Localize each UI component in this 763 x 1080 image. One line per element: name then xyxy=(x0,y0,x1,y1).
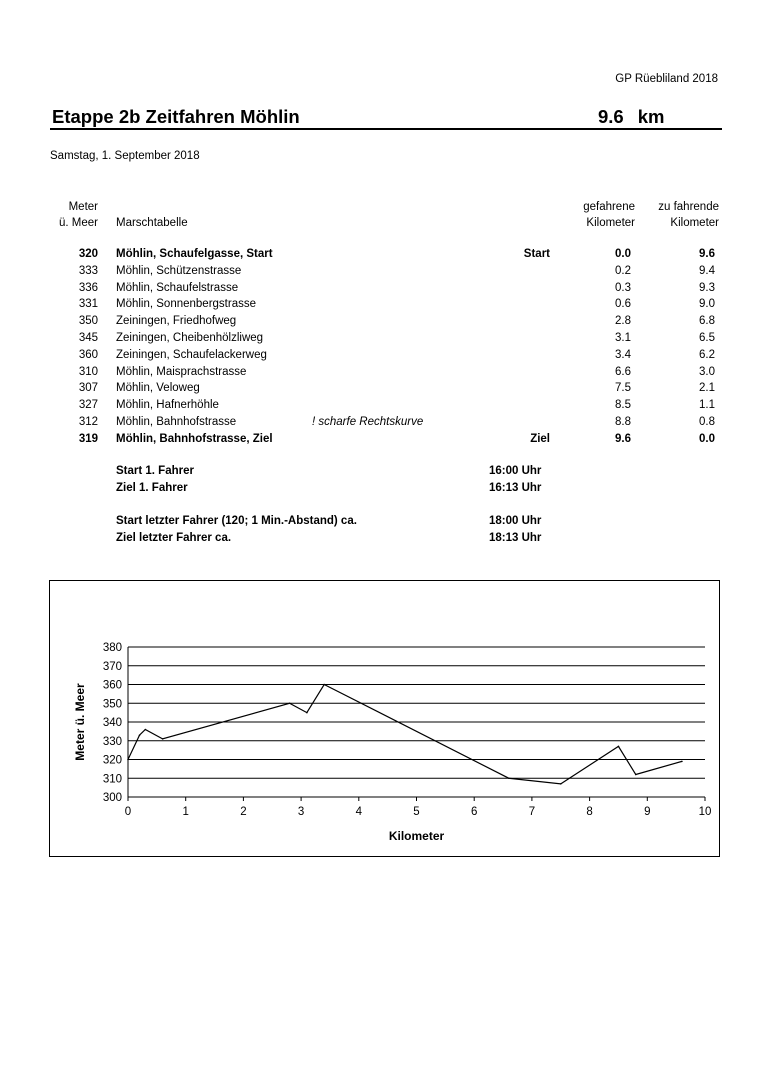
km-done-cell: 6.6 xyxy=(615,365,631,378)
note-cell: ! scharfe Rechtskurve xyxy=(312,416,424,428)
x-tick-label: 7 xyxy=(528,806,536,818)
x-tick-label: 8 xyxy=(586,806,593,818)
km-done-cell: 0.0 xyxy=(615,248,631,260)
km-done-cell: 3.4 xyxy=(615,348,631,361)
km-left-cell: 6.5 xyxy=(699,332,715,344)
elevation-point xyxy=(145,729,147,731)
x-tick-label: 10 xyxy=(698,806,712,818)
km-left-cell: 0.8 xyxy=(699,416,715,428)
km-done-cell: 9.6 xyxy=(615,432,631,445)
altitude-cell: 336 xyxy=(78,281,98,294)
elevation-point xyxy=(306,712,308,714)
elevation-point xyxy=(323,684,325,686)
location-cell: Möhlin, Sonnenbergstrasse xyxy=(116,298,256,311)
location-cell: Zeiningen, Friedhofweg xyxy=(116,315,237,328)
km-left-cell: 9.0 xyxy=(699,298,715,311)
schedule-time: 16:00 Uhr xyxy=(489,465,542,477)
km-done-cell: 8.8 xyxy=(615,416,631,428)
location-cell: Möhlin, Veloweg xyxy=(116,382,200,395)
km-left-cell: 9.3 xyxy=(699,281,715,294)
km-done-cell: 7.5 xyxy=(615,382,631,395)
altitude-cell: 312 xyxy=(78,416,98,428)
x-tick-label: 5 xyxy=(413,806,420,818)
series-name: GP Rüebliland 2018 xyxy=(615,73,718,85)
marker-cell: Ziel xyxy=(530,432,550,445)
y-axis-title: Meter ü. Meer xyxy=(73,683,87,761)
altitude-cell: 345 xyxy=(78,332,98,344)
y-tick-label: 370 xyxy=(102,660,122,673)
elevation-point xyxy=(127,759,129,761)
altitude-cell: 360 xyxy=(78,348,98,361)
schedule-time: 18:13 Uhr xyxy=(489,532,542,544)
km-done-cell: 0.6 xyxy=(615,298,631,311)
schedule-time: 16:13 Uhr xyxy=(489,482,542,494)
km-left-cell: 6.2 xyxy=(699,348,715,361)
location-cell: Möhlin, Schützenstrasse xyxy=(116,264,242,277)
km-done-cell: 0.2 xyxy=(615,264,631,277)
km-done-cell: 2.8 xyxy=(615,315,631,328)
y-tick-label: 340 xyxy=(102,717,122,729)
elevation-series-line xyxy=(128,685,682,784)
km-done-cell: 3.1 xyxy=(615,332,631,344)
km-left-cell: 1.1 xyxy=(699,399,715,412)
elevation-point xyxy=(681,761,683,763)
altitude-cell: 350 xyxy=(78,315,98,328)
schedule-label: Start letzter Fahrer (120; 1 Min.-Abstand) ca. xyxy=(116,515,357,527)
km-left-cell: 6.8 xyxy=(699,315,715,328)
header-altitude-line2: ü. Meer xyxy=(59,217,98,229)
marker-cell: Start xyxy=(523,248,550,260)
schedule-time: 18:00 Uhr xyxy=(489,515,542,527)
km-left-cell: 3.0 xyxy=(699,365,715,378)
header-route: Marschtabelle xyxy=(116,217,188,229)
y-tick-label: 360 xyxy=(102,679,122,692)
x-tick-label: 2 xyxy=(240,806,247,818)
altitude-cell: 333 xyxy=(78,264,98,277)
y-tick-label: 320 xyxy=(102,754,122,767)
location-cell: Möhlin, Schaufelstrasse xyxy=(116,281,239,294)
x-tick-label: 0 xyxy=(124,806,132,818)
distance-value: 9.6 xyxy=(598,106,624,127)
location-cell: Zeiningen, Cheibenhölzliweg xyxy=(116,332,264,344)
header-done-line1: gefahrene xyxy=(583,201,635,213)
altitude-cell: 320 xyxy=(78,248,98,260)
location-cell: Möhlin, Maisprachstrasse xyxy=(116,365,247,378)
km-done-cell: 0.3 xyxy=(615,281,631,294)
stage-title: Etappe 2b Zeitfahren Möhlin xyxy=(52,106,300,127)
header-done-line2: Kilometer xyxy=(586,217,635,229)
elevation-point xyxy=(162,738,164,740)
km-done-cell: 8.5 xyxy=(615,399,631,412)
altitude-cell: 331 xyxy=(78,298,98,311)
schedule-label: Ziel letzter Fahrer ca. xyxy=(116,532,232,544)
x-tick-label: 1 xyxy=(182,806,189,818)
y-tick-label: 310 xyxy=(102,773,122,786)
header-left-line2: Kilometer xyxy=(670,217,719,229)
elevation-point xyxy=(635,774,637,776)
location-cell: Zeiningen, Schaufelackerweg xyxy=(116,348,267,361)
elevation-point xyxy=(139,734,141,736)
y-tick-label: 330 xyxy=(102,735,122,748)
elevation-point xyxy=(508,777,510,779)
elevation-point xyxy=(289,702,291,704)
schedule-label: Start 1. Fahrer xyxy=(116,465,194,477)
location-cell: Möhlin, Bahnhofstrasse, Ziel xyxy=(116,432,273,445)
x-axis-title: Kilometer xyxy=(388,829,445,843)
x-tick-label: 4 xyxy=(355,806,363,818)
altitude-cell: 307 xyxy=(78,382,98,395)
header-left-line1: zu fahrende xyxy=(658,201,719,213)
x-tick-label: 9 xyxy=(644,806,651,818)
altitude-cell: 310 xyxy=(78,365,98,378)
y-tick-label: 350 xyxy=(102,698,122,711)
x-tick-label: 3 xyxy=(297,806,305,818)
stage-date: Samstag, 1. September 2018 xyxy=(50,150,200,162)
km-left-cell: 9.4 xyxy=(699,264,715,277)
altitude-cell: 319 xyxy=(78,432,98,445)
y-tick-label: 380 xyxy=(102,642,122,654)
elevation-point xyxy=(618,746,620,748)
y-tick-label: 300 xyxy=(102,792,122,804)
km-left-cell: 9.6 xyxy=(699,248,715,260)
schedule-label: Ziel 1. Fahrer xyxy=(116,482,188,494)
km-left-cell: 0.0 xyxy=(699,432,715,445)
header-altitude-line1: Meter xyxy=(68,201,98,213)
location-cell: Möhlin, Bahnhofstrasse xyxy=(116,416,237,428)
altitude-cell: 327 xyxy=(78,399,98,412)
location-cell: Möhlin, Hafnerhöhle xyxy=(116,399,219,412)
elevation-point xyxy=(560,783,562,785)
location-cell: Möhlin, Schaufelgasse, Start xyxy=(116,248,273,260)
distance-unit: km xyxy=(637,106,665,127)
km-left-cell: 2.1 xyxy=(699,382,715,395)
x-tick-label: 6 xyxy=(470,806,478,818)
